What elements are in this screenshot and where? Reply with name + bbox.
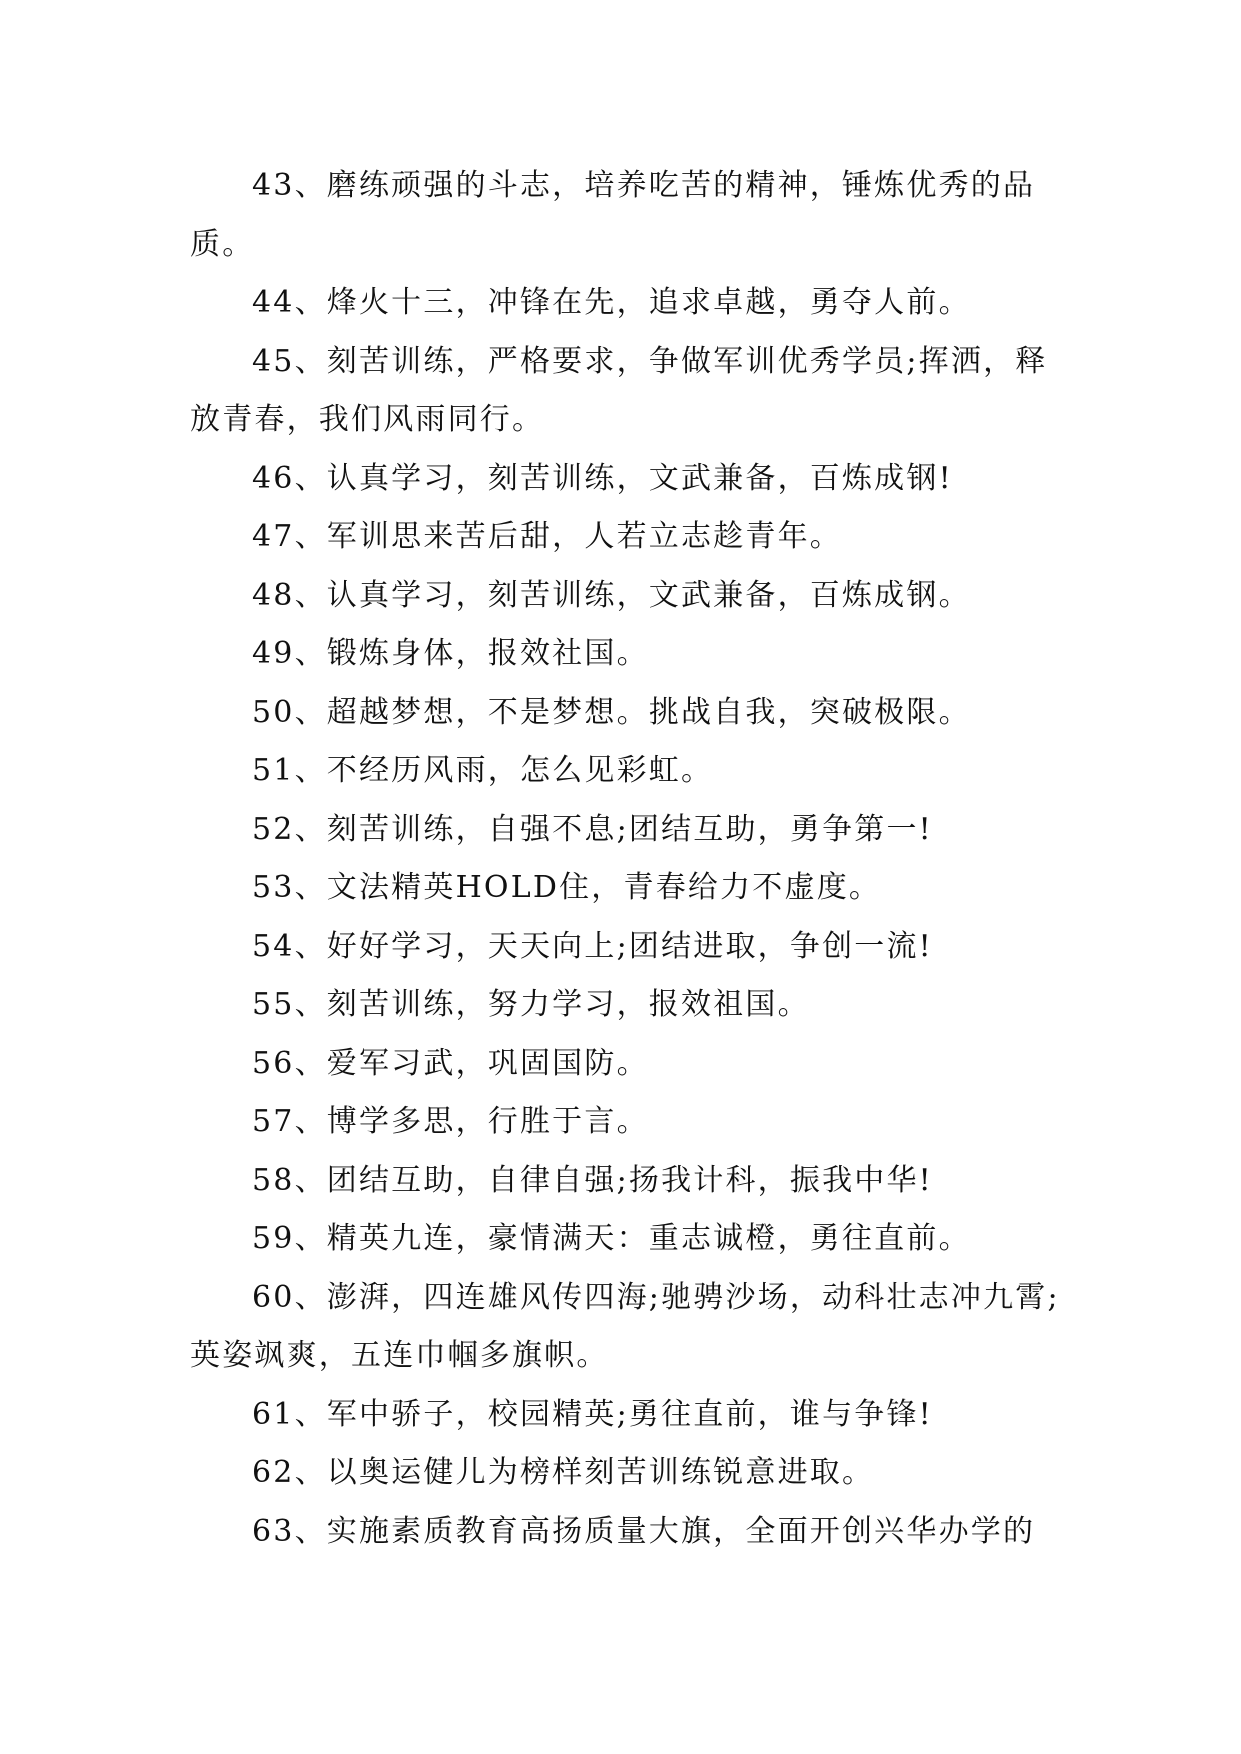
paragraph-55: 55、刻苦训练，努力学习，报效祖国。 [252, 987, 810, 1022]
paragraph-57: 57、博学多思，行胜于言。 [252, 1104, 649, 1139]
document-body [190, 157, 1060, 1561]
paragraph-49: 49、锻炼身体，报效社国。 [252, 636, 649, 671]
paragraph-45: 45、刻苦训练，严格要求，争做军训优秀学员;挥洒，释放青春，我们风雨同行。 [190, 343, 1048, 437]
paragraph-48: 48、认真学习，刻苦训练，文武兼备，百炼成钢。 [252, 577, 971, 613]
paragraph-63: 63、实施素质教育高扬质量大旗，全面开创兴华办学的 [252, 1513, 1036, 1549]
paragraph-51: 51、不经历风雨，怎么见彩虹。 [252, 753, 714, 788]
paragraph-61: 61、军中骄子，校园精英;勇往直前，谁与争锋! [252, 1396, 933, 1432]
paragraph-43: 43、磨练顽强的斗志，培养吃苦的精神，锤炼优秀的品质。 [190, 168, 1036, 262]
paragraph-46: 46、认真学习，刻苦训练，文武兼备，百炼成钢! [252, 460, 953, 496]
paragraph-58: 58、团结互助，自律自强;扬我计科，振我中华! [252, 1162, 933, 1198]
paragraph-59: 59、精英九连，豪情满天：重志诚橙，勇往直前。 [252, 1221, 971, 1256]
paragraph-52: 52、刻苦训练，自强不息;团结互助，勇争第一! [252, 811, 933, 847]
paragraph-53: 53、文法精英HOLD住，青春给力不虚度。 [252, 870, 882, 905]
paragraph-60: 60、澎湃，四连雄风传四海;驰骋沙场，动科壮志冲九霄;英姿飒爽，五连巾帼多旗帜。 [190, 1279, 1060, 1373]
paragraph-47: 47、军训思来苦后甜，人若立志趁青年。 [252, 519, 842, 554]
paragraph-44: 44、烽火十三，冲锋在先，追求卓越，勇夺人前。 [252, 285, 971, 320]
paragraph-54: 54、好好学习，天天向上;团结进取，争创一流! [252, 928, 933, 964]
paragraph-50: 50、超越梦想，不是梦想。挑战自我，突破极限。 [252, 694, 971, 730]
paragraph-56: 56、爱军习武，巩固国防。 [252, 1045, 649, 1081]
paragraph-62: 62、以奥运健儿为榜样刻苦训练锐意进取。 [252, 1455, 875, 1490]
